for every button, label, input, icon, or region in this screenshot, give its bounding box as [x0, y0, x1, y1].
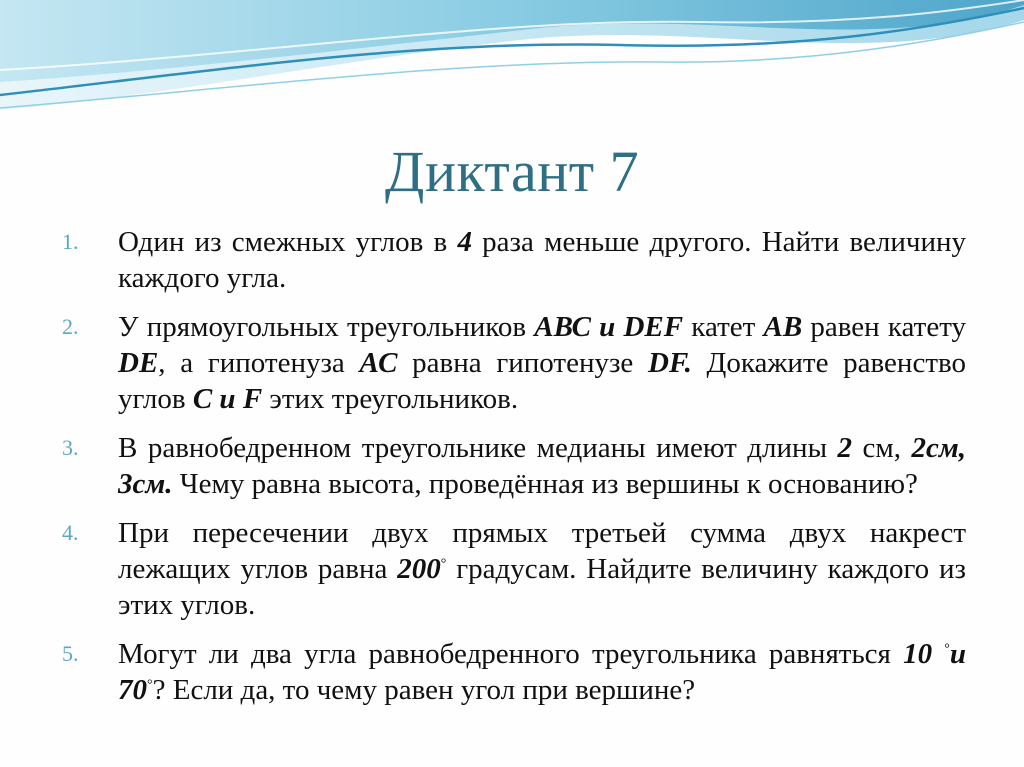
- task-list: [62, 224, 966, 721]
- item-emphasis: 10: [903, 638, 945, 670]
- item-text: ? Если да, то чему равен угол при вершине?: [152, 674, 696, 706]
- item-emphasis: 4: [457, 226, 472, 258]
- item-text: равна гипотенузе: [397, 347, 649, 379]
- item-number: 4.: [62, 520, 79, 545]
- item-emphasis: 2см, 3см.: [118, 432, 966, 500]
- item-text: У прямоугольных треугольников: [118, 311, 535, 343]
- list-item: [62, 430, 966, 502]
- list-item: [62, 636, 966, 708]
- item-text: см,: [852, 432, 912, 464]
- item-text: Могут ли два угла равнобедренного треугольника равняться: [118, 638, 904, 670]
- item-emphasis: 200: [397, 553, 441, 585]
- item-number: 3.: [62, 435, 79, 460]
- item-emphasis: АВС и DEF: [534, 311, 684, 343]
- item-number: 5.: [62, 641, 79, 666]
- item-emphasis: АВ: [763, 311, 803, 343]
- degree-symbol: °: [944, 641, 950, 657]
- item-emphasis: DF.: [648, 347, 692, 379]
- item-emphasis: 2: [837, 432, 853, 464]
- item-emphasis: DE: [118, 347, 159, 379]
- item-text: Чему равна высота, проведённая из вершины к основанию?: [172, 468, 918, 500]
- item-number: 1.: [62, 229, 79, 254]
- item-text: градусам. Найдите величину каждого из этих углов.: [118, 553, 966, 621]
- item-text: раза меньше другого. Найти величину каждого угла.: [118, 226, 966, 294]
- item-emphasis: и 70: [118, 638, 966, 706]
- item-text: , а гипотенуза: [158, 347, 360, 379]
- list-item: [62, 515, 966, 623]
- item-emphasis: АС: [359, 347, 398, 379]
- list-item: [62, 224, 966, 296]
- degree-symbol: °: [440, 556, 447, 572]
- item-text: равен катету: [802, 311, 966, 343]
- list-item: [62, 309, 966, 417]
- item-text: Докажите равенство углов: [118, 347, 966, 415]
- item-text: катет: [683, 311, 764, 343]
- item-text: Один из смежных углов в: [118, 226, 458, 258]
- decorative-wave-header: [0, 0, 1024, 140]
- item-text: В равнобедренном треугольнике медианы имеют длины: [118, 432, 838, 464]
- degree-symbol: °: [147, 677, 153, 693]
- item-emphasis: С и F: [192, 383, 263, 415]
- item-text: этих треугольников.: [262, 383, 519, 415]
- slide-title: Диктант 7: [384, 139, 640, 204]
- item-number: 2.: [62, 314, 79, 339]
- item-text: При пересечении двух прямых третьей сумма двух накрест лежащих углов равна: [118, 517, 966, 585]
